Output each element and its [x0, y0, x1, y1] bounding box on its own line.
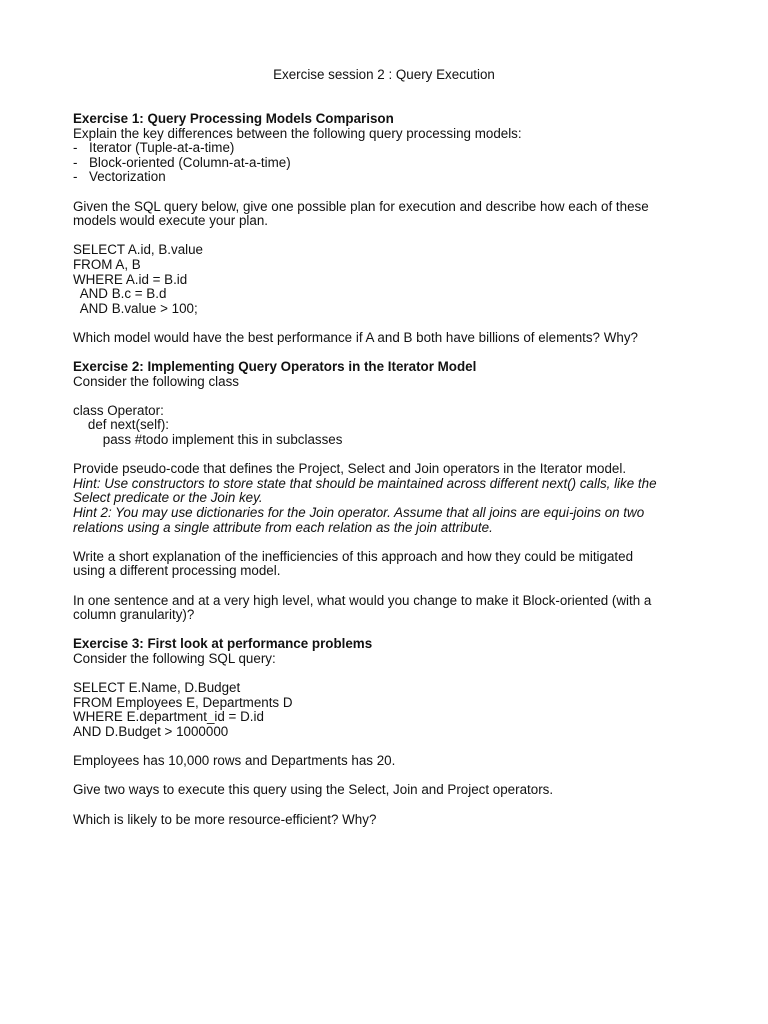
list-item: - Vectorization: [73, 169, 166, 185]
exercise-2-heading: Exercise 2: Implementing Query Operators in the Iterator Model: [73, 359, 477, 375]
paragraph-line: using a different processing model.: [73, 563, 281, 579]
paragraph-line: column granularity)?: [73, 607, 195, 623]
hint-line: Select predicate or the Join key.: [73, 490, 263, 506]
paragraph-line: models would execute your plan.: [73, 213, 269, 229]
code-line: def next(self):: [73, 417, 170, 433]
code-line: class Operator:: [73, 402, 164, 418]
list-item: - Block-oriented (Column-at-a-time): [73, 154, 291, 170]
hint-line: relations using a single attribute from each relation as the join attribute.: [73, 519, 493, 535]
sql-line: AND D.Budget > 1000000: [73, 723, 229, 739]
sql-line: AND B.c = B.d: [73, 286, 167, 302]
sql-line: WHERE A.id = B.id: [73, 271, 188, 287]
sql-line: FROM A, B: [73, 256, 141, 272]
document-body: [73, 112, 713, 827]
paragraph-line: Consider the following class: [73, 373, 239, 389]
sql-line: AND B.value > 100;: [73, 300, 198, 316]
document-title: Exercise session 2 : Query Execution: [273, 67, 495, 82]
paragraph-line: Write a short explanation of the inefficiencies of this approach and how they could be mitigated: [73, 548, 634, 564]
list-item: - Iterator (Tuple-at-a-time): [73, 140, 235, 156]
paragraph-line: Given the SQL query below, give one possible plan for execution and describe how each of these: [73, 198, 649, 214]
paragraph-line: Give two ways to execute this query using the Select, Join and Project operators.: [73, 782, 554, 798]
exercise-1-heading: Exercise 1: Query Processing Models Comparison: [73, 111, 394, 126]
sql-line: SELECT E.Name, D.Budget: [73, 680, 241, 696]
paragraph-line: Which is likely to be more resource-efficient? Why?: [73, 811, 377, 827]
sql-line: FROM Employees E, Departments D: [73, 694, 293, 710]
sql-line: WHERE E.department_id = D.id: [73, 709, 264, 725]
paragraph-line: Provide pseudo-code that defines the Project, Select and Join operators in the Iterator model.: [73, 461, 627, 477]
paragraph-line: Which model would have the best performance if A and B both have billions of elements? Why?: [73, 329, 638, 345]
sql-line: SELECT A.id, B.value: [73, 242, 204, 258]
hint-line: Hint 2: You may use dictionaries for the Join operator. Assume that all joins are equi-joins on two: [73, 505, 645, 521]
hint-line: Hint: Use constructors to store state that should be maintained across different next() calls, like the: [73, 475, 657, 491]
exercise-1-intro: Explain the key differences between the following query processing models:: [73, 125, 522, 141]
paragraph-line: Employees has 10,000 rows and Departments has 20.: [73, 753, 396, 769]
paragraph-line: Consider the following SQL query:: [73, 650, 276, 666]
exercise-3-heading: Exercise 3: First look at performance problems: [73, 636, 373, 652]
paragraph-line: In one sentence and at a very high level, what would you change to make it Block-oriented (with a: [73, 592, 652, 608]
code-line: pass #todo implement this in subclasses: [73, 432, 343, 448]
